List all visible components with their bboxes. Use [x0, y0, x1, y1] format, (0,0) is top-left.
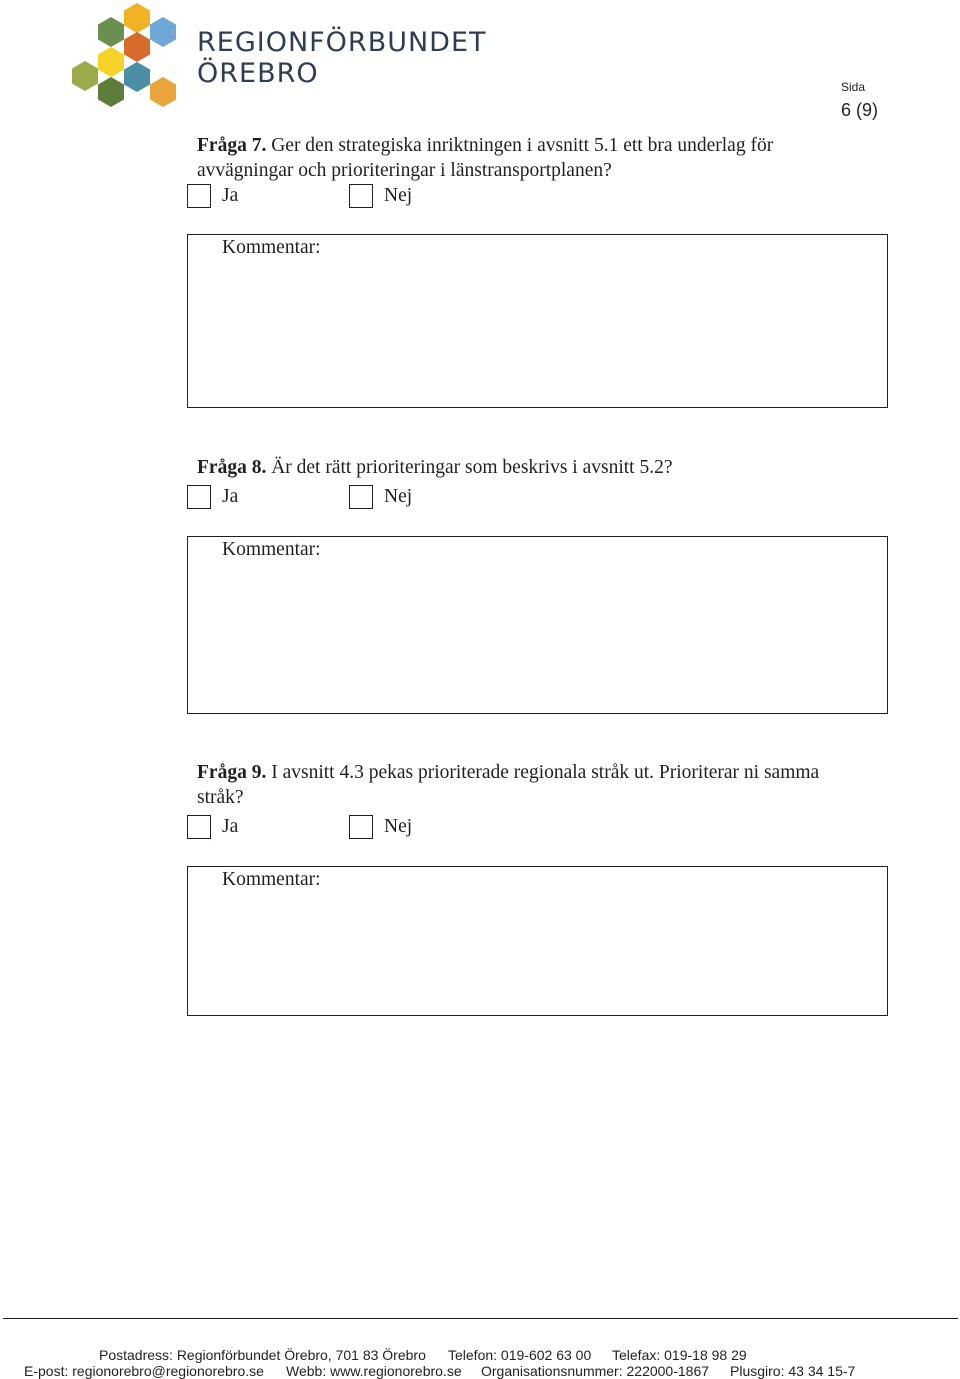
- question-9-no-checkbox[interactable]: [349, 815, 373, 839]
- logo-hexagon: [124, 62, 150, 92]
- question-8-comment-box[interactable]: [187, 536, 888, 714]
- question-9-body: I avsnitt 4.3 pekas prioriterade regionala stråk ut. Prioriterar ni samma stråk?: [197, 762, 820, 808]
- question-8-number: Fråga 8.: [197, 457, 267, 478]
- logo-hexagon: [124, 32, 150, 62]
- question-9-yes-checkbox[interactable]: [187, 815, 211, 839]
- footer-email: E-post: regionorebro@regionorebro.se: [24, 1363, 264, 1379]
- question-7-comment-box[interactable]: [187, 234, 888, 408]
- footer-plusgiro: Plusgiro: 43 34 15-7: [730, 1363, 856, 1379]
- question-9-text: [197, 760, 837, 810]
- question-9-yes-label: Ja: [222, 816, 239, 837]
- brand-wordmark: [197, 27, 487, 89]
- question-8-yes-checkbox[interactable]: [187, 485, 211, 509]
- question-7-no-checkbox[interactable]: [349, 184, 373, 208]
- question-7-text: [197, 133, 847, 183]
- page-number: 6 (9): [841, 100, 879, 120]
- logo-hexagon: [98, 77, 124, 107]
- question-9-no-label: Nej: [384, 816, 413, 837]
- footer-web: Webb: www.regionorebro.se: [286, 1363, 462, 1379]
- footer-org-number: Organisationsnummer: 222000-1867: [481, 1363, 710, 1379]
- logo-hexagon: [98, 47, 124, 77]
- footer-postal-address: Postadress: Regionförbundet Örebro, 701 83 Örebro: [99, 1347, 426, 1363]
- logo-hexagon: [98, 17, 124, 47]
- question-8-no-label: Nej: [384, 486, 413, 507]
- footer-divider: [3, 1318, 958, 1319]
- logo-hexagon: [72, 61, 98, 91]
- question-8-text: [197, 455, 847, 480]
- question-8-body: Är det rätt prioriteringar som beskrivs i avsnitt 5.2?: [271, 457, 673, 478]
- question-7-yes-label: Ja: [222, 185, 239, 206]
- brand-line-1: REGIONFÖRBUNDET: [197, 27, 487, 58]
- brand-line-2: ÖREBRO: [197, 58, 319, 89]
- question-7-yes-checkbox[interactable]: [187, 184, 211, 208]
- question-7-no-label: Nej: [384, 185, 413, 206]
- footer-fax: Telefax: 019-18 98 29: [612, 1347, 747, 1363]
- question-7-body: Ger den strategiska inriktningen i avsnitt 5.1 ett bra underlag för avvägningar och prioriteringar i länstransportplanen?: [197, 135, 774, 181]
- question-9-comment-label: Kommentar:: [222, 869, 321, 890]
- question-9-number: Fråga 9.: [197, 762, 267, 783]
- question-7-comment-label: Kommentar:: [222, 237, 321, 258]
- footer-phone: Telefon: 019-602 63 00: [448, 1347, 592, 1363]
- logo-hexagon: [150, 77, 176, 107]
- question-8-comment-label: Kommentar:: [222, 539, 321, 560]
- question-8-no-checkbox[interactable]: [349, 485, 373, 509]
- regionforbundet-logo: [66, 2, 186, 110]
- question-8-yes-label: Ja: [222, 486, 239, 507]
- page-label: Sida: [841, 80, 866, 94]
- question-7-number: Fråga 7.: [197, 135, 267, 156]
- logo-hexagon: [124, 3, 150, 33]
- logo-hexagon: [150, 17, 176, 47]
